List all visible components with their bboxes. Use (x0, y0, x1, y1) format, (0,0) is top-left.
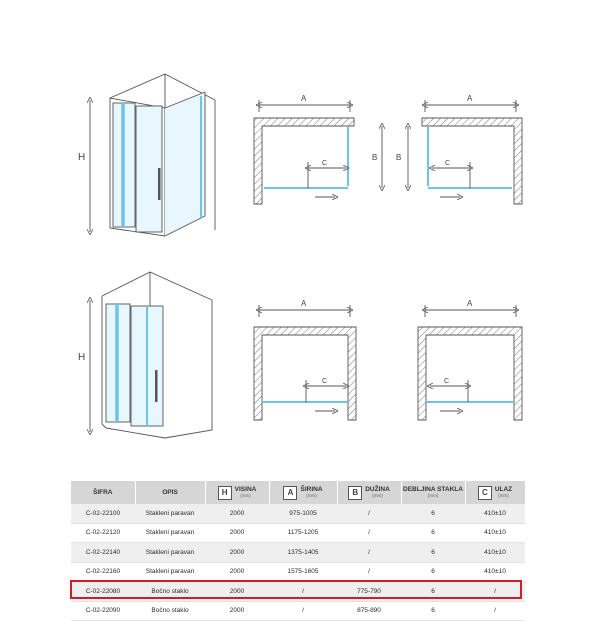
dimension-a-label: A (301, 94, 307, 103)
cell-debljina: 6 (401, 601, 465, 621)
plan-niche-wide (254, 299, 356, 420)
enclosure-3d-niche (78, 272, 212, 438)
cell-opis: Bočno staklo (135, 601, 205, 621)
dimension-b-label: B (396, 153, 402, 162)
cell-sifra: C-02-22160 (71, 562, 135, 582)
cell-opis: Stakleni paravan (135, 523, 205, 543)
dimension-c-label: C (322, 160, 328, 167)
cell-debljina: 6 (401, 582, 465, 602)
cell-duzina: 875-890 (337, 601, 401, 621)
cell-opis: Stakleni paravan (135, 504, 205, 523)
dimension-b-label: B (372, 153, 378, 162)
col-header-sirina: A ŠIRINA (mm) (269, 481, 337, 504)
cell-duzina: / (337, 562, 401, 582)
cell-sirina: / (269, 582, 337, 602)
col-header-sifra: ŠIFRA (71, 481, 135, 504)
cell-visina: 2000 (205, 523, 269, 543)
table-row-highlighted (71, 601, 525, 621)
col-header-opis: OPIS (135, 481, 205, 504)
dimension-c-label: C (444, 378, 450, 385)
height-label: H (78, 352, 86, 363)
plan-corner-left (254, 94, 382, 204)
cell-debljina: 6 (401, 523, 465, 543)
cell-sifra: C-02-22090 (71, 601, 135, 621)
dimension-c-label: C (322, 378, 328, 385)
table-row (71, 562, 525, 582)
height-label: H (78, 152, 86, 163)
cell-sirina: 1175-1205 (269, 523, 337, 543)
plan-niche-narrow (418, 299, 522, 420)
letter-box: A (283, 486, 297, 500)
cell-sirina: 1375-1405 (269, 543, 337, 563)
col-header-debljina: DEBLJINA STAKLA (mm) (401, 481, 465, 504)
cell-visina: 2000 (205, 562, 269, 582)
cell-opis: Bočno staklo (135, 582, 205, 602)
table-header-row (71, 481, 525, 504)
table-row (71, 523, 525, 543)
dimension-a-label: A (467, 94, 473, 103)
cell-debljina: 6 (401, 562, 465, 582)
cell-ulaz: 410±10 (465, 523, 525, 543)
cell-visina: 2000 (205, 543, 269, 563)
cell-debljina: 6 (401, 504, 465, 523)
letter-box: B (348, 486, 362, 500)
cell-debljina: 6 (401, 543, 465, 563)
plan-corner-right (396, 94, 522, 204)
table-row (71, 582, 525, 602)
col-header-duzina: B DUŽINA (mm) (337, 481, 401, 504)
cell-sirina: / (269, 601, 337, 621)
cell-visina: 2000 (205, 504, 269, 523)
cell-sifra: C-02-22120 (71, 523, 135, 543)
cell-visina: 2000 (205, 601, 269, 621)
letter-box: H (218, 486, 232, 500)
cell-duzina: 775-790 (337, 582, 401, 602)
cell-opis: Stakleni paravan (135, 562, 205, 582)
cell-ulaz: / (465, 582, 525, 602)
dimension-a-label: A (467, 299, 473, 308)
enclosure-3d-corner (78, 74, 215, 236)
dimension-a-label: A (301, 299, 307, 308)
table-row (71, 543, 525, 563)
cell-sifra: C-02-22100 (71, 504, 135, 523)
dimension-c-label: C (445, 160, 451, 167)
cell-ulaz: 410±10 (465, 562, 525, 582)
cell-duzina: / (337, 543, 401, 563)
cell-ulaz: 410±10 (465, 504, 525, 523)
cell-sirina: 1575-1605 (269, 562, 337, 582)
cell-duzina: / (337, 504, 401, 523)
table-row (71, 504, 525, 523)
col-header-ulaz: C ULAZ (mm) (465, 481, 525, 504)
cell-sifra: C-02-22140 (71, 543, 135, 563)
letter-box: C (478, 486, 492, 500)
cell-duzina: / (337, 523, 401, 543)
spec-table (71, 481, 526, 621)
cell-sifra: C-02-22080 (71, 582, 135, 602)
cell-sirina: 975-1005 (269, 504, 337, 523)
cell-ulaz: / (465, 601, 525, 621)
cell-visina: 2000 (205, 582, 269, 602)
cell-opis: Stakleni paravan (135, 543, 205, 563)
cell-ulaz: 410±10 (465, 543, 525, 563)
col-header-visina: H VISINA (mm) (205, 481, 269, 504)
